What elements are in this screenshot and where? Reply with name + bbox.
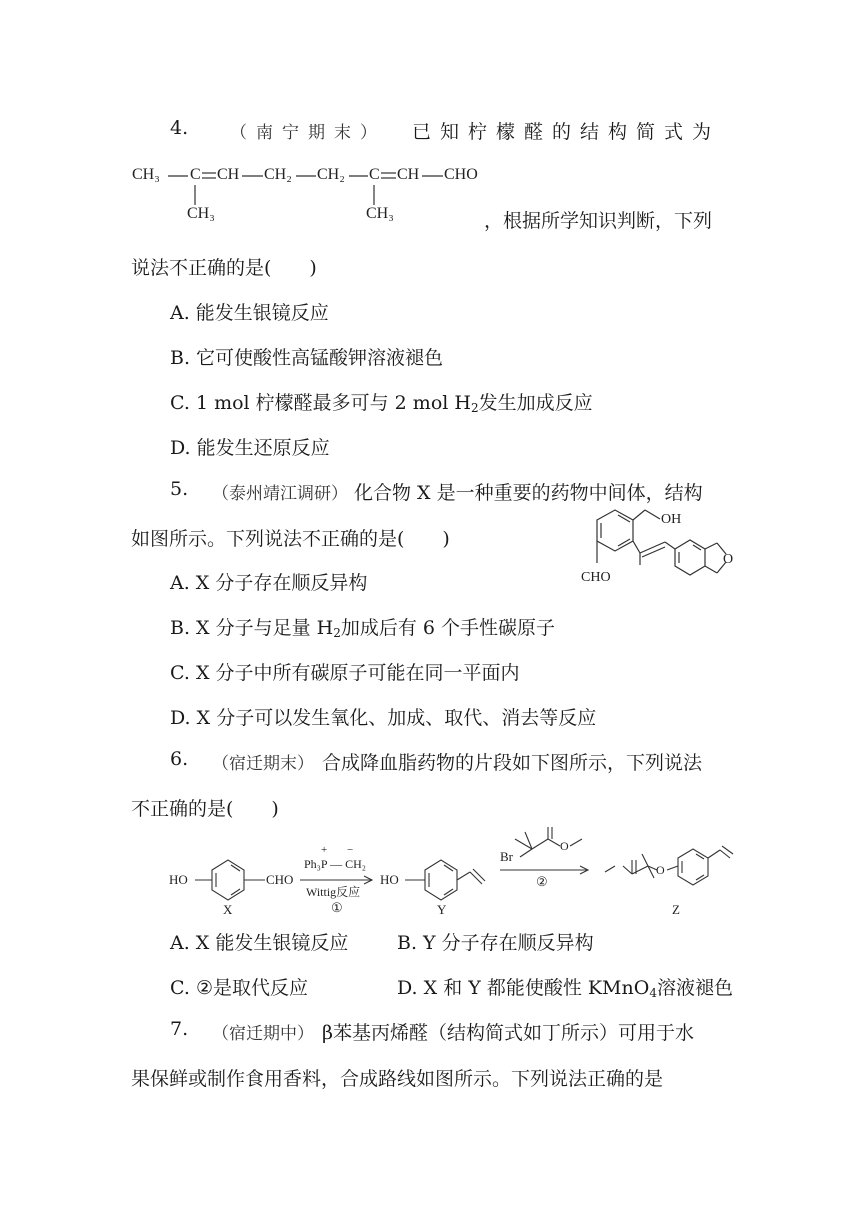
q6-ho-label-x: HO xyxy=(169,872,188,887)
q5-stem-line1: 化合物 X 是一种重要的药物中间体，结构 xyxy=(354,482,703,504)
q6-reagent-wittig: Ph₃P — CH₂ xyxy=(304,857,366,871)
q6-stem-line1: 合成降血脂药物的片段如下图所示，下列说法 xyxy=(322,752,703,774)
q4-option-b: B. 它可使酸性高锰酸钾溶液褪色 xyxy=(170,347,444,369)
q5-number: 5. xyxy=(170,478,189,500)
q4-number: 4. xyxy=(170,117,189,139)
q7-number: 7. xyxy=(170,1018,189,1040)
q5-option-d: D. X 分子可以发生氧化、加成、取代、消去等反应 xyxy=(170,707,597,729)
q4-stem-line2: ，根据所学知识判断，下列 xyxy=(484,210,713,232)
formula-bonds xyxy=(0,0,500,230)
formula-methyl-2: CH₃ xyxy=(366,205,394,222)
formula-ch-1: CH xyxy=(217,166,240,183)
q6-z-o-label: O xyxy=(656,863,665,877)
formula-methyl-1: CH₃ xyxy=(187,205,215,222)
q6-option-d: D. X 和 Y 都能使酸性 KMnO$_4$溶液褪色 xyxy=(397,977,733,1000)
q6-reagent-o-label: O xyxy=(560,839,569,853)
q6-ho-label-y: HO xyxy=(380,872,399,887)
q6-option-a: A. X 能发生银镜反应 xyxy=(170,932,349,954)
q7-stem-line2: 果保鲜或制作食用香料，合成路线如图所示。下列说法正确的是 xyxy=(131,1068,664,1090)
formula-ch3-left: CH₃ xyxy=(132,166,160,183)
q6-label-y: Y xyxy=(437,902,447,917)
formula-cho: CHO xyxy=(444,166,478,183)
q5-option-c: C. X 分子中所有碳原子可能在同一平面内 xyxy=(170,662,520,684)
q7-source: （宿迁期中） xyxy=(212,1024,314,1044)
formula-c1: C xyxy=(190,166,201,183)
q4-option-a: A. 能发生银镜反应 xyxy=(170,302,329,324)
q6-option-c: C. ②是取代反应 xyxy=(170,977,308,999)
q6-br-label: Br xyxy=(500,849,513,864)
q5-source: （泰州靖江调研） xyxy=(212,484,348,504)
q6-reagent-plus: + xyxy=(321,844,328,856)
formula-ch2-1: CH₂ xyxy=(264,166,292,183)
q5-oh-label: OH xyxy=(661,512,682,527)
q6-reagent-minus: − xyxy=(347,844,354,856)
q6-number: 6. xyxy=(170,748,189,770)
q4-source: （南宁期末） xyxy=(230,123,386,143)
q6-source: （宿迁期末） xyxy=(212,754,314,774)
formula-ch-2: CH xyxy=(397,166,420,183)
q5-cho-label: CHO xyxy=(581,570,611,585)
q6-reaction-scheme xyxy=(160,822,750,917)
q4-option-c: C. 1 mol 柠檬醛最多可与 2 mol $H_2$发生加成反应 xyxy=(170,392,593,415)
q4-stem-line3: 说法不正确的是( ) xyxy=(131,257,317,279)
q7-stem-line1: β苯基丙烯醛（结构简式如丁所示）可用于水 xyxy=(322,1022,694,1044)
q6-label-z: Z xyxy=(672,902,680,917)
q6-label-x: X xyxy=(223,902,233,917)
q5-stem-line2: 如图所示。下列说法不正确的是( ) xyxy=(131,528,450,550)
q6-option-b: B. Y 分子存在顺反异构 xyxy=(397,932,594,954)
q4-option-d: D. 能发生还原反应 xyxy=(170,437,330,459)
formula-ch2-2: CH₂ xyxy=(317,166,345,183)
q5-option-b: B. X 分子与足量 $H_2$加成后有 6 个手性碳原子 xyxy=(170,617,556,640)
q5-o-label: O xyxy=(723,552,734,567)
q5-option-a: A. X 分子存在顺反异构 xyxy=(170,572,368,594)
q5-compound-x-structure xyxy=(570,505,740,590)
q6-stem-line2: 不正确的是( ) xyxy=(131,798,279,820)
q4-stem-line1: 已知柠檬醛的结构简式为 xyxy=(412,121,721,143)
q6-step-2: ② xyxy=(536,874,548,889)
q6-step-1: ① xyxy=(331,900,343,915)
q6-cho-label: CHO xyxy=(266,872,294,887)
formula-c2: C xyxy=(369,166,380,183)
q6-wittig-label: Wittig反应 xyxy=(306,885,361,899)
